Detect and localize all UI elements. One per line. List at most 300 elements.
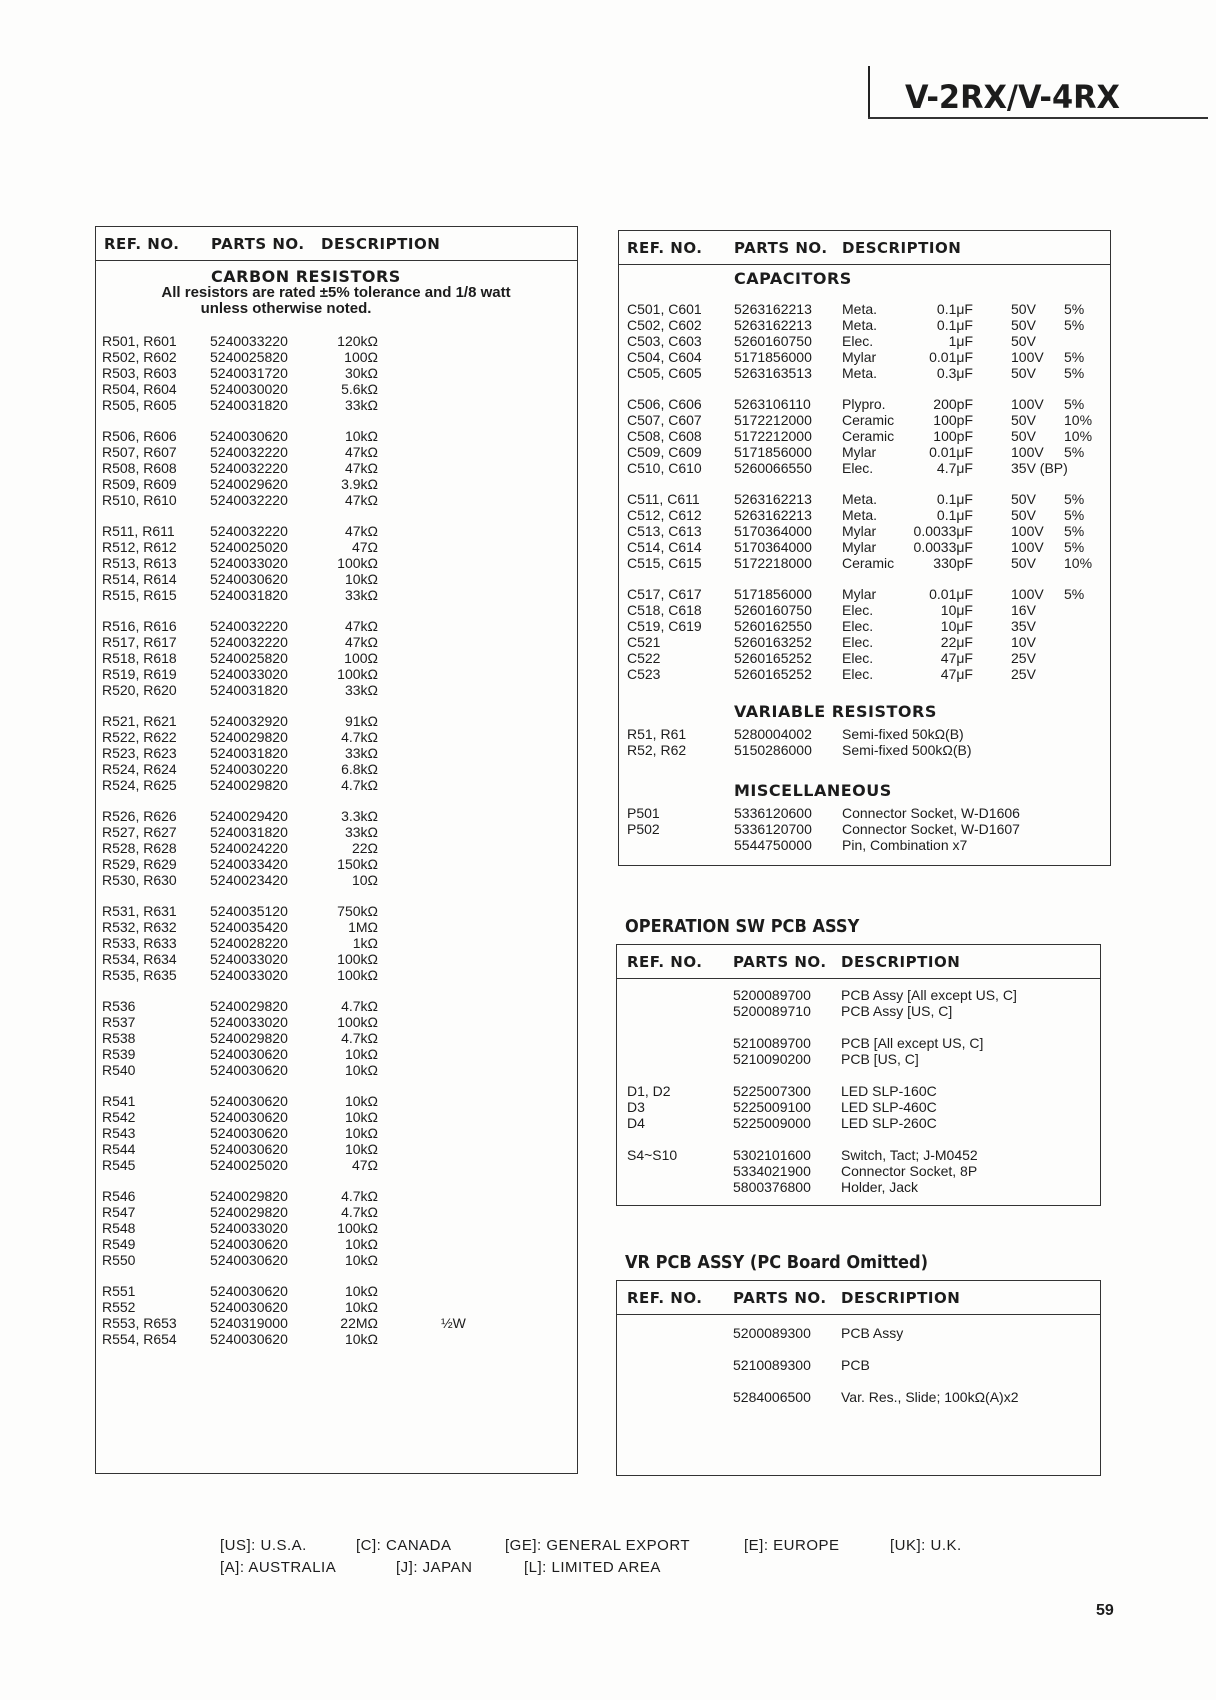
voltage-cell: 10V xyxy=(1011,634,1036,650)
type-cell: Elec. xyxy=(842,333,874,349)
ref-no-header: REF. NO. xyxy=(627,239,703,257)
tolerance-note: All resistors are rated ±5% tolerance and 1/8 watt xyxy=(161,284,511,301)
table-row xyxy=(96,381,577,397)
part-cell: 5240030620 xyxy=(210,1299,288,1315)
ref-cell: C521 xyxy=(627,634,661,650)
value-cell: 0.1μF xyxy=(936,507,973,523)
table-row xyxy=(96,1109,577,1125)
part-cell: 5240319000 xyxy=(210,1315,288,1331)
description-cell: PCB xyxy=(841,1357,870,1373)
table-row xyxy=(96,428,577,444)
table-row xyxy=(617,1099,1100,1115)
part-cell: 5240031720 xyxy=(210,365,288,381)
part-cell: 5240032220 xyxy=(210,492,288,508)
part-cell: 5263162213 xyxy=(734,507,812,523)
value-cell: 33kΩ xyxy=(344,682,378,698)
ref-cell: R520, R620 xyxy=(102,682,177,698)
part-cell: 5240029820 xyxy=(210,777,288,793)
value-cell: 10kΩ xyxy=(344,1236,378,1252)
value-cell: 47kΩ xyxy=(344,634,378,650)
table-row xyxy=(96,729,577,745)
voltage-cell: 25V xyxy=(1011,666,1036,682)
value-cell: 10kΩ xyxy=(344,1093,378,1109)
part-cell: 5260160750 xyxy=(734,602,812,618)
part-cell: 5284006500 xyxy=(733,1389,811,1405)
value-cell: 1MΩ xyxy=(348,919,378,935)
description-header: DESCRIPTION xyxy=(841,1289,961,1307)
table-row xyxy=(96,919,577,935)
ref-cell: R527, R627 xyxy=(102,824,177,840)
ref-cell: C514, C614 xyxy=(627,539,702,555)
type-cell: Elec. xyxy=(842,618,874,634)
table-row xyxy=(619,365,1110,381)
description-cell: Connector Socket, W-D1607 xyxy=(842,821,1020,837)
value-cell: 0.01μF xyxy=(929,586,973,602)
ref-cell: R51, R61 xyxy=(627,726,687,742)
table-row xyxy=(619,666,1110,682)
table-row xyxy=(96,903,577,919)
tolerance-cell: 10% xyxy=(1064,412,1093,428)
part-cell: 5240032220 xyxy=(210,444,288,460)
value-cell: 4.7kΩ xyxy=(341,729,378,745)
part-cell: 5240030620 xyxy=(210,571,288,587)
ref-cell: C502, C602 xyxy=(627,317,702,333)
carbon-resistors-heading: CARBON RESISTORS xyxy=(211,267,401,286)
value-cell: 100Ω xyxy=(344,650,378,666)
voltage-cell: 100V xyxy=(1011,349,1044,365)
ref-cell: D3 xyxy=(627,1099,645,1115)
table-row xyxy=(96,1093,577,1109)
ref-cell: D4 xyxy=(627,1115,645,1131)
value-cell: 30kΩ xyxy=(344,365,378,381)
table-row xyxy=(619,349,1110,365)
value-cell: 10kΩ xyxy=(344,1252,378,1268)
table-row xyxy=(96,1141,577,1157)
table-row xyxy=(617,1115,1100,1131)
part-cell: 5200089300 xyxy=(733,1325,811,1341)
description-cell: Pin, Combination x7 xyxy=(842,837,968,853)
part-cell: 5240030620 xyxy=(210,1125,288,1141)
table-row xyxy=(96,634,577,650)
table-row xyxy=(96,951,577,967)
table-row xyxy=(619,317,1110,333)
value-cell: 0.1μF xyxy=(936,491,973,507)
table-header xyxy=(619,231,1110,265)
part-cell: 5240032920 xyxy=(210,713,288,729)
table-row xyxy=(96,713,577,729)
type-cell: Elec. xyxy=(842,602,874,618)
tolerance-cell: 5% xyxy=(1064,507,1085,523)
value-cell: 47kΩ xyxy=(344,523,378,539)
ref-cell: R537 xyxy=(102,1014,136,1030)
variable-resistors-heading: VARIABLE RESISTORS xyxy=(734,702,937,721)
type-cell: Meta. xyxy=(842,365,878,381)
voltage-cell: 50V xyxy=(1011,507,1036,523)
table-row xyxy=(619,821,1110,837)
ref-cell: R518, R618 xyxy=(102,650,177,666)
value-cell: 22μF xyxy=(940,634,973,650)
ref-cell: R529, R629 xyxy=(102,856,177,872)
part-cell: 5171856000 xyxy=(734,444,812,460)
vr-pcb-title: VR PCB ASSY (PC Board Omitted) xyxy=(625,1252,929,1273)
description-cell: Connector Socket, W-D1606 xyxy=(842,805,1020,821)
ref-cell: C517, C617 xyxy=(627,586,702,602)
value-cell: 4.7kΩ xyxy=(341,1188,378,1204)
value-cell: 150kΩ xyxy=(337,856,378,872)
table-row xyxy=(617,1325,1100,1341)
table-row xyxy=(96,1299,577,1315)
table-row xyxy=(96,1236,577,1252)
ref-cell: R501, R601 xyxy=(102,333,177,349)
table-row xyxy=(96,365,577,381)
part-cell: 5240031820 xyxy=(210,397,288,413)
part-cell: 5240025020 xyxy=(210,539,288,555)
description-cell: LED SLP-260C xyxy=(841,1115,937,1131)
description-cell: PCB Assy [US, C] xyxy=(841,1003,953,1019)
operation-sw-table xyxy=(616,944,1101,1206)
table-row xyxy=(96,460,577,476)
type-cell: Elec. xyxy=(842,460,874,476)
type-cell: Meta. xyxy=(842,301,878,317)
description-cell: LED SLP-160C xyxy=(841,1083,937,1099)
part-cell: 5150286000 xyxy=(734,742,812,758)
tolerance-cell: 10% xyxy=(1064,555,1093,571)
part-cell: 5170364000 xyxy=(734,539,812,555)
part-cell: 5240030620 xyxy=(210,1141,288,1157)
part-cell: 5240030620 xyxy=(210,1109,288,1125)
parts-no-header: PARTS NO. xyxy=(734,239,828,257)
ref-cell: R541 xyxy=(102,1093,136,1109)
ref-cell: R524, R624 xyxy=(102,761,177,777)
description-cell: PCB [US, C] xyxy=(841,1051,919,1067)
voltage-cell: 35V xyxy=(1011,618,1036,634)
part-cell: 5240025820 xyxy=(210,349,288,365)
ref-cell: R517, R617 xyxy=(102,634,177,650)
ref-no-header: REF. NO. xyxy=(627,953,703,971)
value-cell: 100kΩ xyxy=(337,967,378,983)
ref-cell: C523 xyxy=(627,666,661,682)
value-cell: 47kΩ xyxy=(344,444,378,460)
part-cell: 5302101600 xyxy=(733,1147,811,1163)
ref-cell: R538 xyxy=(102,1030,136,1046)
ref-cell: C512, C612 xyxy=(627,507,702,523)
title-divider xyxy=(868,66,870,118)
capacitors-heading: CAPACITORS xyxy=(734,269,852,288)
value-cell: 100kΩ xyxy=(337,951,378,967)
legend-l: [L]: LIMITED AREA xyxy=(524,1559,661,1576)
value-cell: 3.9kΩ xyxy=(341,476,378,492)
part-cell: 5240030620 xyxy=(210,1283,288,1299)
type-cell: Elec. xyxy=(842,634,874,650)
value-cell: 100kΩ xyxy=(337,555,378,571)
type-cell: Mylar xyxy=(842,349,877,365)
capacitors-table xyxy=(618,230,1111,866)
table-row xyxy=(617,987,1100,1003)
table-row xyxy=(96,539,577,555)
part-cell: 5263162213 xyxy=(734,301,812,317)
ref-cell: R550 xyxy=(102,1252,136,1268)
part-cell: 5263163513 xyxy=(734,365,812,381)
ref-no-header: REF. NO. xyxy=(104,235,180,253)
part-cell: 5240029820 xyxy=(210,1030,288,1046)
ref-cell: R511, R611 xyxy=(102,523,175,539)
voltage-cell: 16V xyxy=(1011,602,1036,618)
ref-cell: R516, R616 xyxy=(102,618,177,634)
value-cell: 33kΩ xyxy=(344,745,378,761)
ref-cell: R526, R626 xyxy=(102,808,177,824)
table-row xyxy=(619,491,1110,507)
table-row xyxy=(617,1389,1100,1405)
type-cell: Ceramic xyxy=(842,555,895,571)
ref-cell: R536 xyxy=(102,998,136,1014)
value-cell: 22Ω xyxy=(351,840,378,856)
ref-cell: C501, C601 xyxy=(627,301,702,317)
voltage-cell: 25V xyxy=(1011,650,1036,666)
table-row xyxy=(619,444,1110,460)
title-underline xyxy=(868,117,1208,119)
part-cell: 5260162550 xyxy=(734,618,812,634)
tolerance-cell: 5% xyxy=(1064,523,1085,539)
ref-cell: R515, R615 xyxy=(102,587,177,603)
value-cell: 1kΩ xyxy=(352,935,378,951)
part-cell: 5210090200 xyxy=(733,1051,811,1067)
part-cell: 5263106110 xyxy=(734,396,811,412)
table-row xyxy=(96,967,577,983)
voltage-cell: 50V xyxy=(1011,301,1036,317)
ref-cell: C518, C618 xyxy=(627,602,702,618)
table-row xyxy=(96,1315,577,1331)
voltage-cell: 50V xyxy=(1011,491,1036,507)
table-row xyxy=(96,492,577,508)
table-row xyxy=(619,805,1110,821)
table-row xyxy=(619,602,1110,618)
voltage-cell: 35V (BP) xyxy=(1011,460,1068,476)
value-cell: 1μF xyxy=(948,333,973,349)
legend-e: [E]: EUROPE xyxy=(744,1537,840,1554)
part-cell: 5240033020 xyxy=(210,666,288,682)
value-cell: 10kΩ xyxy=(344,1283,378,1299)
part-cell: 5334021900 xyxy=(733,1163,811,1179)
part-cell: 5170364000 xyxy=(734,523,812,539)
ref-cell: R510, R610 xyxy=(102,492,177,508)
part-cell: 5240035120 xyxy=(210,903,288,919)
value-cell: 10kΩ xyxy=(344,1125,378,1141)
table-row xyxy=(96,476,577,492)
tolerance-cell: 5% xyxy=(1064,317,1085,333)
ref-cell: C519, C619 xyxy=(627,618,702,634)
value-cell: 33kΩ xyxy=(344,587,378,603)
table-row xyxy=(96,650,577,666)
value-cell: 47Ω xyxy=(351,1157,378,1173)
part-cell: 5171856000 xyxy=(734,586,812,602)
ref-cell: R551 xyxy=(102,1283,136,1299)
part-cell: 5336120700 xyxy=(734,821,812,837)
ref-cell: R504, R604 xyxy=(102,381,177,397)
value-cell: 91kΩ xyxy=(344,713,378,729)
part-cell: 5240023420 xyxy=(210,872,288,888)
part-cell: 5171856000 xyxy=(734,349,812,365)
description-cell: PCB [All except US, C] xyxy=(841,1035,984,1051)
part-cell: 5240029620 xyxy=(210,476,288,492)
ref-cell: R508, R608 xyxy=(102,460,177,476)
part-cell: 5240033020 xyxy=(210,1014,288,1030)
ref-cell: R505, R605 xyxy=(102,397,177,413)
table-row xyxy=(619,650,1110,666)
part-cell: 5240030620 xyxy=(210,1236,288,1252)
description-cell: Semi-fixed 50kΩ(B) xyxy=(842,726,964,742)
table-row xyxy=(96,1030,577,1046)
part-cell: 5240033220 xyxy=(210,333,288,349)
ref-cell: C515, C615 xyxy=(627,555,702,571)
table-row xyxy=(617,1003,1100,1019)
ref-cell: R540 xyxy=(102,1062,136,1078)
value-cell: 4.7μF xyxy=(936,460,973,476)
table-row xyxy=(619,523,1110,539)
ref-cell: R502, R602 xyxy=(102,349,177,365)
part-cell: 5240030620 xyxy=(210,1093,288,1109)
value-cell: 200pF xyxy=(933,396,973,412)
type-cell: Mylar xyxy=(842,523,877,539)
table-row xyxy=(619,618,1110,634)
table-row xyxy=(617,1163,1100,1179)
value-cell: 10kΩ xyxy=(344,1046,378,1062)
value-cell: 47μF xyxy=(940,666,973,682)
table-row xyxy=(619,586,1110,602)
table-row xyxy=(617,1357,1100,1373)
ref-cell: R528, R628 xyxy=(102,840,177,856)
parts-no-header: PARTS NO. xyxy=(211,235,305,253)
part-cell: 5544750000 xyxy=(734,837,812,853)
tolerance-cell: 5% xyxy=(1064,491,1085,507)
table-row xyxy=(96,682,577,698)
description-cell: Holder, Jack xyxy=(841,1179,919,1195)
legend-j: [J]: JAPAN xyxy=(396,1559,473,1576)
part-cell: 5240025020 xyxy=(210,1157,288,1173)
description-header: DESCRIPTION xyxy=(321,235,441,253)
value-cell: 120kΩ xyxy=(337,333,378,349)
tolerance-cell: 5% xyxy=(1064,365,1085,381)
value-cell: 0.1μF xyxy=(936,317,973,333)
type-cell: Plypro. xyxy=(842,396,886,412)
table-row xyxy=(96,587,577,603)
part-cell: 5240030620 xyxy=(210,1331,288,1347)
table-row xyxy=(96,745,577,761)
value-cell: 10μF xyxy=(940,602,973,618)
type-cell: Mylar xyxy=(842,444,877,460)
table-row xyxy=(96,444,577,460)
ref-cell: R546 xyxy=(102,1188,136,1204)
table-row xyxy=(96,1062,577,1078)
ref-cell: R539 xyxy=(102,1046,136,1062)
ref-cell: R533, R633 xyxy=(102,935,177,951)
table-row xyxy=(96,1331,577,1347)
table-row xyxy=(96,333,577,349)
table-row xyxy=(617,1179,1100,1195)
table-header xyxy=(617,1281,1100,1315)
type-cell: Elec. xyxy=(842,666,874,682)
voltage-cell: 100V xyxy=(1011,586,1044,602)
value-cell: 100kΩ xyxy=(337,1014,378,1030)
table-row xyxy=(619,301,1110,317)
part-cell: 5240032220 xyxy=(210,523,288,539)
parts-no-header: PARTS NO. xyxy=(733,1289,827,1307)
table-row xyxy=(96,349,577,365)
value-cell: 10kΩ xyxy=(344,1062,378,1078)
ref-cell: C510, C610 xyxy=(627,460,702,476)
ref-cell: S4~S10 xyxy=(627,1147,678,1163)
ref-cell: C511, C611 xyxy=(627,491,700,507)
part-cell: 5240030220 xyxy=(210,761,288,777)
part-cell: 5240030620 xyxy=(210,428,288,444)
value-cell: 47μF xyxy=(940,650,973,666)
part-cell: 5800376800 xyxy=(733,1179,811,1195)
legend-ge: [GE]: GENERAL EXPORT xyxy=(505,1537,691,1554)
value-cell: 33kΩ xyxy=(344,397,378,413)
value-cell: 0.01μF xyxy=(929,349,973,365)
part-cell: 5260165252 xyxy=(734,650,812,666)
value-cell: 100Ω xyxy=(344,349,378,365)
ref-cell: R553, R653 xyxy=(102,1315,177,1331)
part-cell: 5240035420 xyxy=(210,919,288,935)
note-cell: ½W xyxy=(441,1315,466,1331)
part-cell: 5210089300 xyxy=(733,1357,811,1373)
value-cell: 10μF xyxy=(940,618,973,634)
part-cell: 5240031820 xyxy=(210,745,288,761)
table-row xyxy=(619,396,1110,412)
ref-cell: C505, C605 xyxy=(627,365,702,381)
ref-cell: C506, C606 xyxy=(627,396,702,412)
value-cell: 3.3kΩ xyxy=(341,808,378,824)
part-cell: 5240030620 xyxy=(210,1252,288,1268)
table-row xyxy=(96,618,577,634)
carbon-resistors-table xyxy=(95,226,578,1474)
table-row xyxy=(96,856,577,872)
table-header xyxy=(617,945,1100,979)
ref-cell: C503, C603 xyxy=(627,333,702,349)
table-row xyxy=(619,412,1110,428)
part-cell: 5240024220 xyxy=(210,840,288,856)
part-cell: 5240032220 xyxy=(210,634,288,650)
part-cell: 5210089700 xyxy=(733,1035,811,1051)
table-row xyxy=(96,1014,577,1030)
ref-cell: P502 xyxy=(627,821,660,837)
value-cell: 0.3μF xyxy=(936,365,973,381)
table-row xyxy=(96,824,577,840)
table-row xyxy=(96,397,577,413)
ref-cell: R503, R603 xyxy=(102,365,177,381)
ref-cell: R509, R609 xyxy=(102,476,177,492)
vr-pcb-table xyxy=(616,1280,1101,1476)
table-row xyxy=(96,872,577,888)
part-cell: 5263162213 xyxy=(734,317,812,333)
ref-cell: R534, R634 xyxy=(102,951,177,967)
part-cell: 5260163252 xyxy=(734,634,812,650)
ref-cell: R535, R635 xyxy=(102,967,177,983)
part-cell: 5260066550 xyxy=(734,460,812,476)
table-row xyxy=(96,555,577,571)
voltage-cell: 50V xyxy=(1011,317,1036,333)
part-cell: 5240029820 xyxy=(210,1188,288,1204)
value-cell: 10kΩ xyxy=(344,1331,378,1347)
tolerance-cell: 10% xyxy=(1064,428,1093,444)
part-cell: 5260160750 xyxy=(734,333,812,349)
value-cell: 100pF xyxy=(933,412,973,428)
table-row xyxy=(96,523,577,539)
description-cell: Var. Res., Slide; 100kΩ(A)x2 xyxy=(841,1389,1019,1405)
part-cell: 5240028220 xyxy=(210,935,288,951)
voltage-cell: 50V xyxy=(1011,555,1036,571)
value-cell: 0.0033μF xyxy=(913,539,973,555)
